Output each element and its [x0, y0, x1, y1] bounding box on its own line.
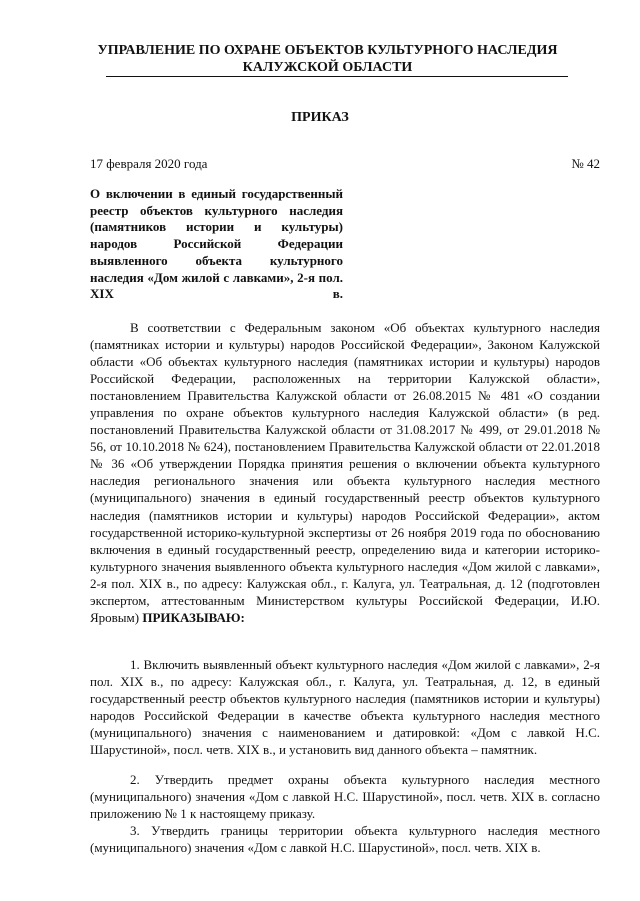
organization-header — [80, 42, 575, 76]
header-underline — [106, 76, 568, 77]
order-item-1: 1. Включить выявленный объект культурного наследия «Дом жилой с лавками», 2-я пол. XIX в., по адресу: Калужская обл., г. Калуга, ул. Театральная, д. 12, в единый государственный реестр объектов культурного наследия (памятников истории и культуры) народов Российской Федерации в качестве объекта культурного наследия местного (муниципального) значения с наименованием и датировкой: «Дом с лавкой Н.С. Шарустиной», посл. четв. XIX в., и установить вид данного объекта – памятник. — [90, 657, 600, 758]
organization-name-line2: КАЛУЖСКОЙ ОБЛАСТИ — [242, 60, 413, 75]
document-title: ПРИКАЗ — [291, 110, 349, 125]
document-date: 17 февраля 2020 года — [90, 156, 208, 171]
order-item-2: 2. Утвердить предмет охраны объекта культурного наследия местного (муниципального) значения «Дом с лавкой Н.С. Шарустиной», посл. четв. XIX в. согласно приложению № 1 к настоящему приказу. — [90, 772, 600, 822]
document-number: № 42 — [571, 156, 600, 171]
preamble-paragraph — [90, 319, 600, 626]
order-word: ПРИКАЗЫВАЮ: — [142, 609, 245, 625]
preamble-text: В соответствии с Федеральным законом «Об объектах культурного наследия (памятниках истории и культуры) народов Российской Федерации», Законом Калужской области «Об объектах культурного наследия (памятниках истории и культуры) народов Российской Федерации, расположенных на территории Калужской области», постановлением Правительства Калужской области от 26.08.2015 № 481 «О создании управления по охране объектов культурного наследия Калужской области» (в ред. постановлений Правительства Калужской области от 31.08.2017 № 499, от 29.01.2018 № 56, от 10.10.2018 № 624), постановлением Правительства Калужской области от 22.01.2018 № 36 «Об утверждении Порядка принятия решения о включении объекта культурного наследия регионального значения или объекта культурного наследия местного (муниципального) значения в единый государственный реестр объектов культурного наследия (памятников истории и культуры) народов Российской Федерации», актом государственной историко-культурной экспертизы от 26 ноября 2019 года по обоснованию включения в единый государственный реестр, определению вида и категории историко-культурного значения выявленного объекта культурного наследия «Дом жилой с лавками», 2-я пол. XIX в., по адресу: Калужская обл., г. Калуга, ул. Театральная, д. 12 (подготовлен экспертом, аттестованным Министерством культуры Российской Федерации, И.Ю. Яровым) — [90, 320, 600, 625]
organization-name-line1: УПРАВЛЕНИЕ ПО ОХРАНЕ ОБЪЕКТОВ КУЛЬТУРНОГО НАСЛЕДИЯ — [97, 43, 558, 58]
document-subject: О включении в единый государственный реестр объектов культурного наследия (памятников истории и культуры) народов Российской Федерации выявленного объекта культурного наследия «Дом жилой с лавками», 2-я пол. XIX в. — [90, 186, 343, 302]
order-item-3: 3. Утвердить границы территории объекта культурного наследия местного (муниципального) значения «Дом с лавкой Н.С. Шарустиной», посл. четв. XIX в. — [90, 823, 600, 856]
